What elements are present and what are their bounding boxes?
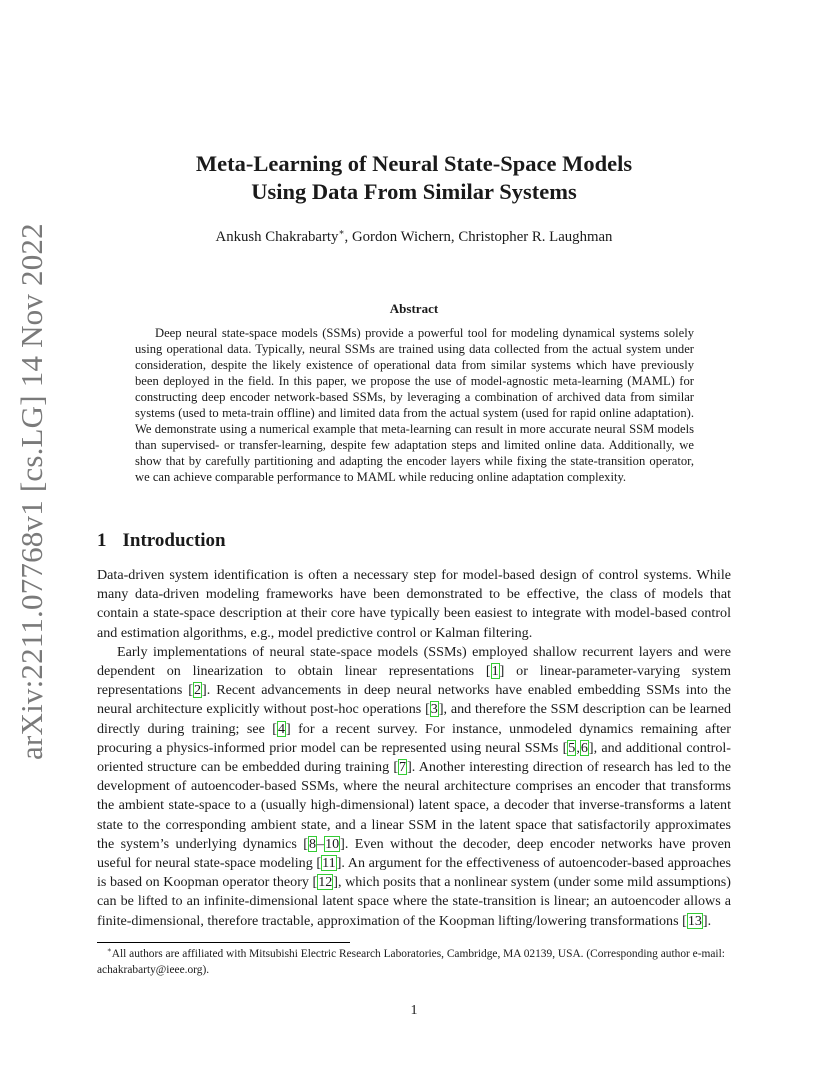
citation-link[interactable]: 13: [687, 912, 702, 929]
page-number: 1: [410, 1003, 418, 1018]
citation-link[interactable]: 5: [568, 739, 576, 756]
section-number: 1: [97, 530, 107, 551]
citation-link[interactable]: 12: [318, 874, 333, 891]
text-run: . Another interesting direction of research has led to the development of autoencoder-based SSMs, where the neural architecture comprises an encoder that transforms the ambient state-space to a (usually high-dimensional) latent space, a decoder that inverse-transforms a latent state to the corresponding ambient state, and a linear SSM in the latent space that satisfactorily approximates the system’s underlying dynamics: [97, 759, 731, 852]
text-run: . An argument for the effectiveness of autoencoder-based approaches is based on Koopman operator theory: [97, 855, 731, 891]
introduction-body: [97, 566, 731, 931]
arxiv-identifier: arXiv:2211.07768v1 [cs.LG] 14 Nov 2022: [14, 223, 49, 760]
title-line-2: Using Data From Similar Systems: [251, 179, 577, 204]
section-title: Introduction: [122, 530, 226, 551]
text-run: .: [707, 912, 712, 929]
text-run: or linear-parameter-varying system representations: [97, 663, 731, 699]
citation-link[interactable]: 1: [491, 663, 499, 680]
paper-title: [0, 150, 828, 206]
footnote-text: All authors are affiliated with Mitsubishi Electric Research Laboratories, Cambridge, MA 02139, USA. (Corresponding author e-mail: achakrabarty@ieee.org).: [97, 948, 725, 976]
text-run: . Recent advancements in deep neural networks have enabled embedding SSMs into the neural architecture explicitly without post-hoc operations: [97, 682, 731, 718]
intro-paragraph-1: Data-driven system identification is often a necessary step for model-based design of control systems. While many data-driven modeling frameworks have been demonstrated to be effective, the class of models that contain a state-space description at their core have typically been easiest to integrate with model-based control and estimation algorithms, e.g., model predictive control or Kalman filtering.: [97, 567, 731, 641]
footnote-marker[interactable]: ∗: [338, 227, 345, 238]
footnote: [97, 946, 731, 978]
text-run: Early implementations of neural state-space models (SSMs) employed shallow recurrent layers and were dependent on linearization to obtain linear representations: [97, 643, 731, 680]
text-run: , and additional control-oriented structure can be embedded during training: [97, 739, 732, 776]
intro-paragraph-2: Early implementations of neural state-space models (SSMs) employed shallow recurrent layers and were dependent on linearization to obtain linear representations [1] or linear-parameter-varying system representations [2]. Recent advancements in deep neural networks have enabled embedding SSMs into the neural architecture explicitly without post-hoc operations [3], and therefore the SSM description can be learned directly during training; see [4] for a recent survey. For instance, unmodeled dynamics remaining after procuring a physics-informed prior model can be represented using neural SSMs [5,6], and additional control-oriented structure can be embedded during training [7]. Another interesting direction of research has led to the development of autoencoder-based SSMs, where the neural architecture comprises an encoder that transforms the ambient state-space to a (usually high-dimensional) latent space, a decoder that inverse-transforms a latent state to the corresponding ambient state, and a linear SSM in the latent space that satisfactorily approximates the system’s underlying dynamics [8–10]. Even without the decoder, deep encoder networks have proven useful for neural state-space modeling [11]. An argument for the effectiveness of autoencoder-based approaches is based on Koopman operator theory [12], which posits that a nonlinear system (under some mild assumptions) can be lifted to an infinite-dimensional latent space where the state-transition is linear; an autoencoder allows a finite-dimensional, therefore tractable, approximation of the Koopman lifting/lowering transformations [13].: [97, 643, 732, 929]
abstract-heading: Abstract: [389, 301, 439, 316]
author-list: [0, 229, 828, 246]
citation-link[interactable]: 11: [322, 855, 336, 872]
citation-link[interactable]: 4: [277, 720, 285, 737]
citation-link[interactable]: 2: [193, 682, 202, 699]
citation-link[interactable]: 8: [308, 835, 317, 852]
citation-link[interactable]: 6: [580, 739, 588, 756]
footnote-divider: [97, 942, 350, 943]
citation-link[interactable]: 10: [325, 835, 340, 852]
text-run: , which posits that a nonlinear system (under some mild assumptions) can be lifted to an infinite-dimensional latent space where the state-transition is linear; an autoencoder allows a finite-dimensional, therefore tractable, approximation of the Koopman lifting/lowering transformations: [97, 874, 731, 929]
text-run: . Even without the decoder, deep encoder networks have proven useful for neural state-space modeling: [97, 835, 731, 872]
text-run: for a recent survey. For instance, unmodeled dynamics remaining after procuring a physics-informed prior model can be represented using neural SSMs: [97, 720, 731, 756]
other-authors: , Gordon Wichern, Christopher R. Laughman: [344, 229, 613, 245]
text-run: , and therefore the SSM description can be learned directly during training; see: [97, 701, 732, 737]
footnote-mark: ∗: [107, 946, 112, 955]
abstract-text: Deep neural state-space models (SSMs) provide a powerful tool for modeling dynamical systems solely using operational data. Typically, neural SSMs are trained using data collected from the actual system under consideration, despite the likely existence of operational data from similar systems which have previously been deployed in the field. In this paper, we propose the use of model-agnostic meta-learning (MAML) for constructing deep encoder network-based SSMs, by leveraging a combination of archived data from similar systems (used to meta-train offline) and limited data from the actual system (used for rapid online adaptation). We demonstrate using a numerical example that meta-learning can result in more accurate neural SSM models than supervised- or transfer-learning, despite few adaptation steps and limited online data. Additionally, we show that by carefully partitioning and adapting the encoder layers while fixing the state-transition operator, we can achieve comparable performance to MAML while reducing online adaptation complexity.: [135, 326, 694, 484]
citation-link[interactable]: 7: [399, 759, 407, 776]
title-line-1: Meta-Learning of Neural State-Space Models: [195, 151, 633, 176]
citation-link[interactable]: 3: [430, 701, 438, 718]
section-heading-introduction: [97, 530, 226, 552]
author-1: Ankush Chakrabarty: [215, 229, 339, 245]
